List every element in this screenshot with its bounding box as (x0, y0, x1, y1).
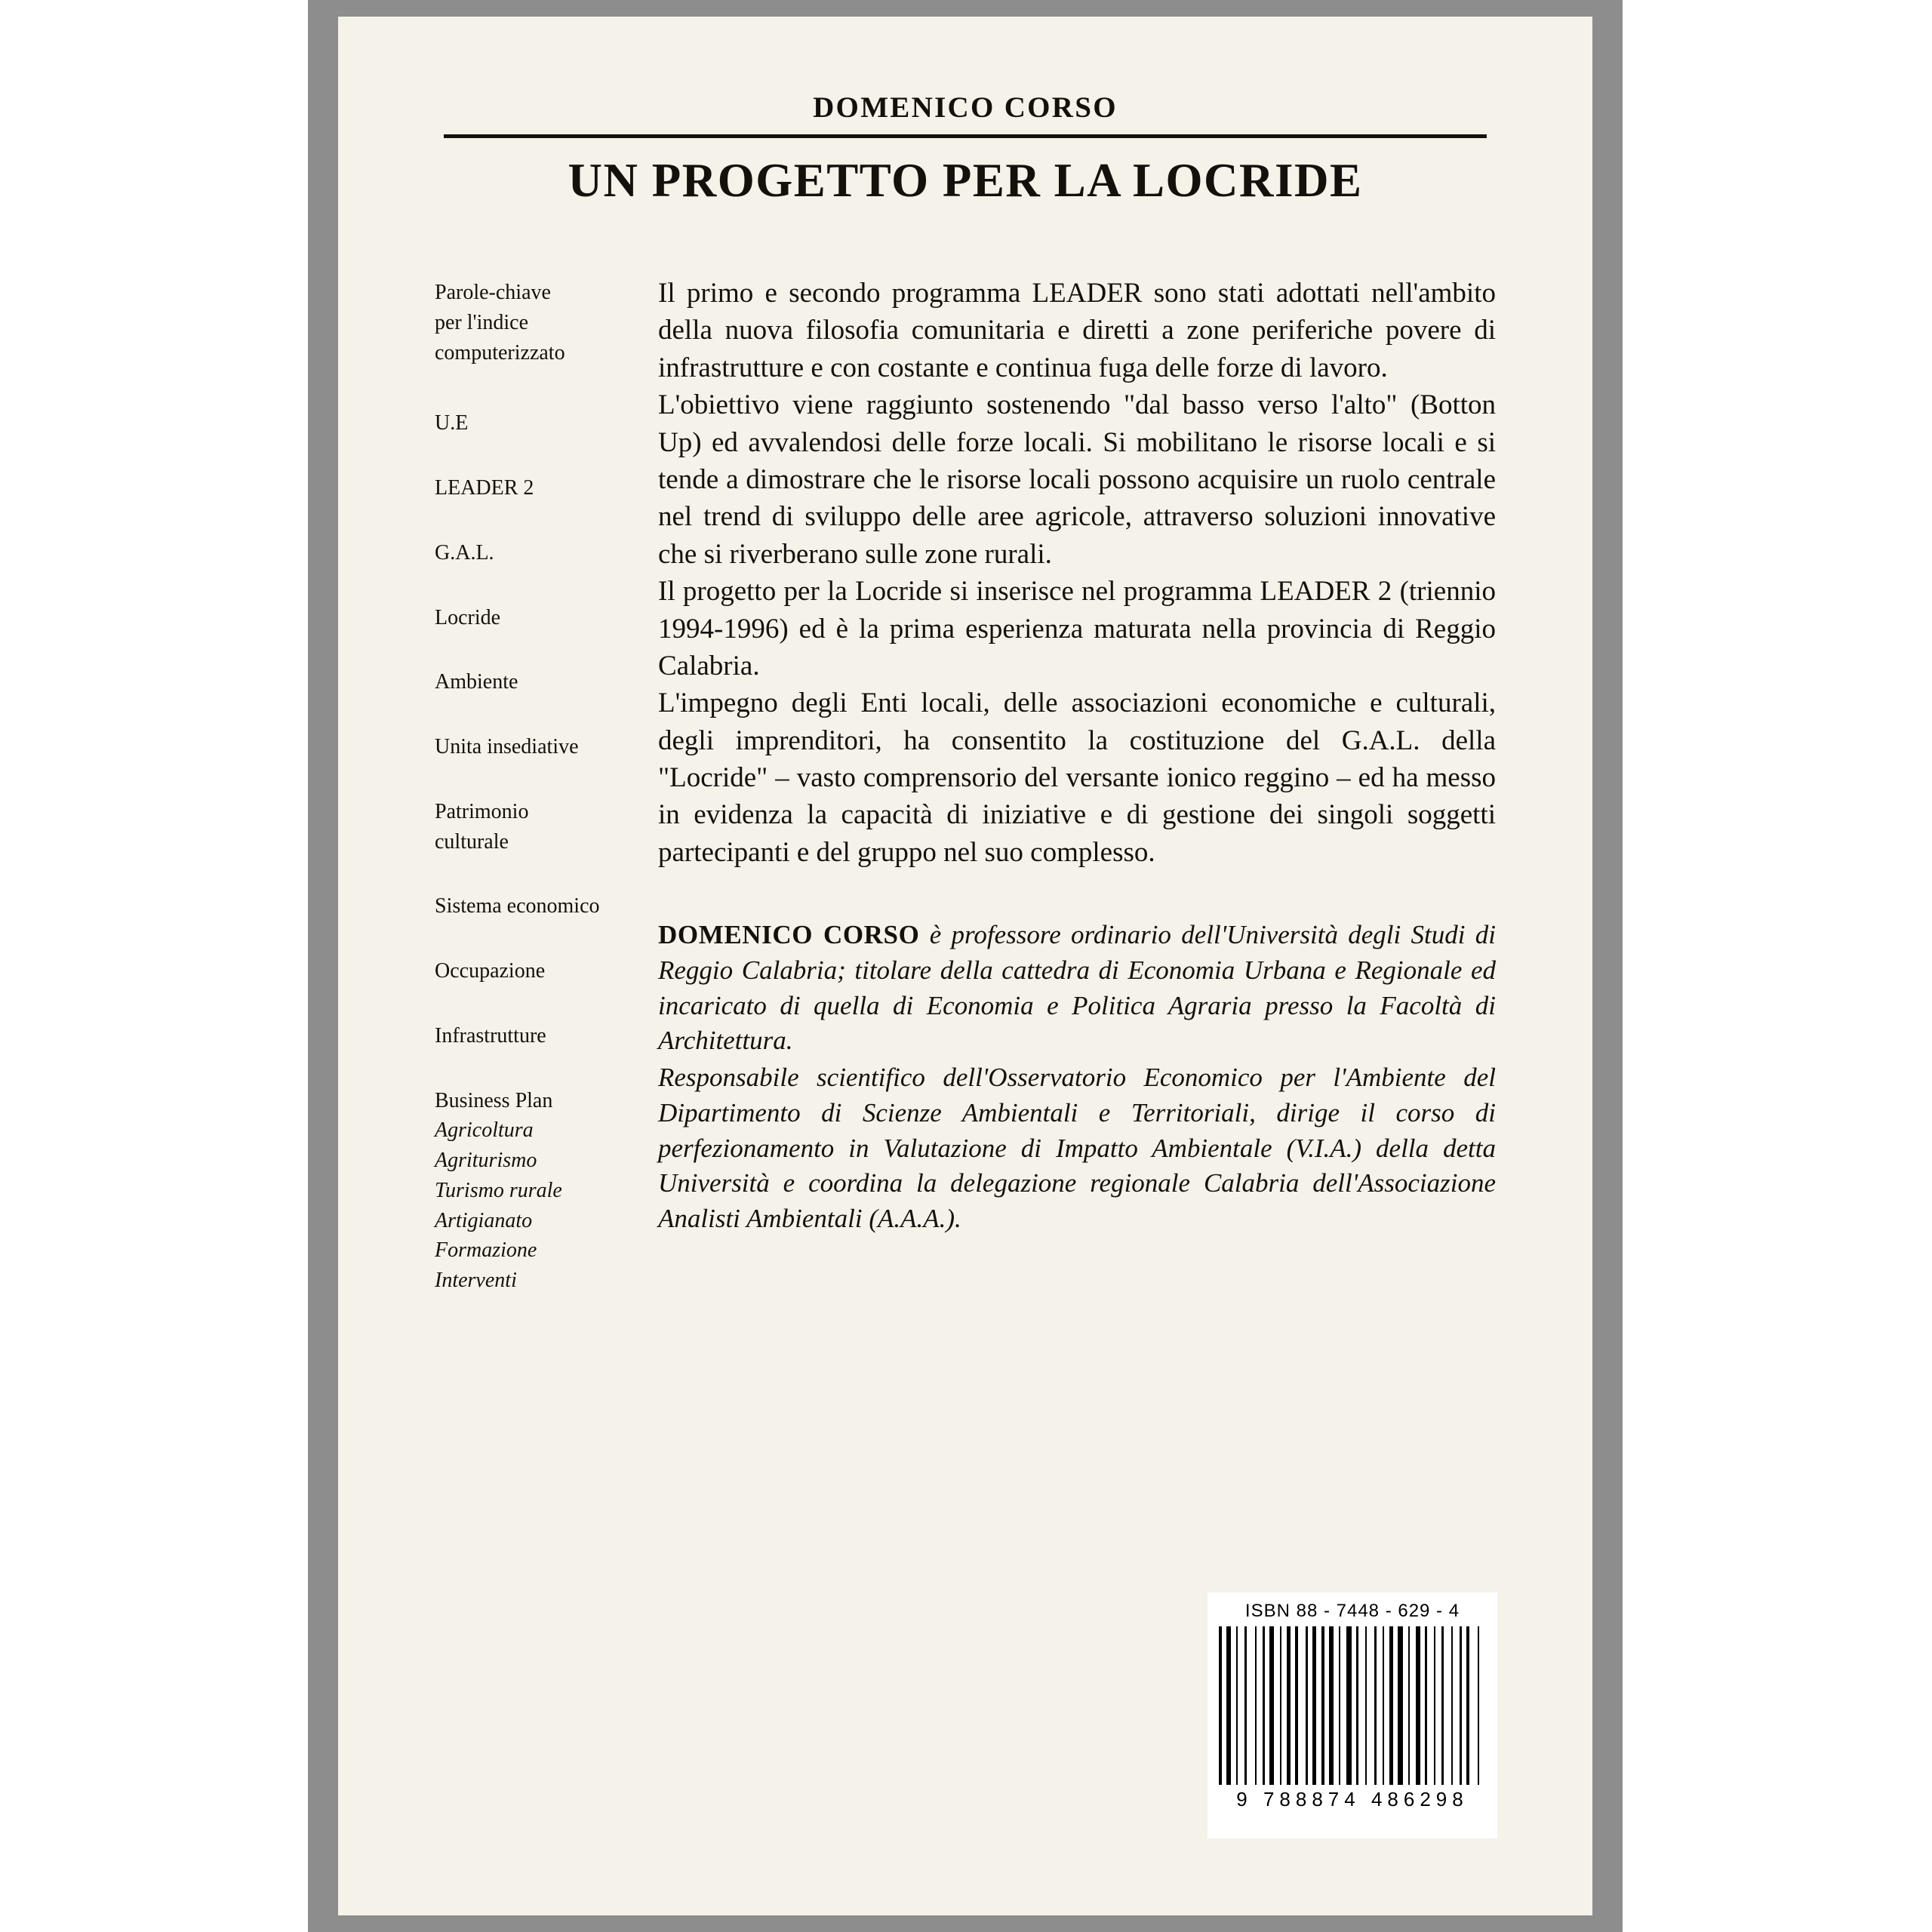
barcode-bars (1219, 1626, 1486, 1785)
barcode-bar (1280, 1626, 1281, 1785)
barcode-bar (1269, 1626, 1274, 1785)
barcode-bar (1374, 1626, 1377, 1785)
barcode-bar (1408, 1626, 1410, 1785)
keyword-line: Unita insediative (435, 735, 579, 758)
author-bio-text: è professore ordinario dell'Università degli Studi di Reggio Calabria; titolare della cattedra di Economia Urbana e Regionale ed incaricato di quella di Economia e Politica Agraria presso la Facoltà di Architettura. (658, 920, 1496, 1056)
blurb-paragraph: L'impegno degli Enti locali, delle associazioni economiche e culturali, degli imprenditori, ha consentito la costituzione del G.A.L. della "Locride" – vasto comprensorio del versante ionico reggino – ed ha messo in evidenza la capacità di iniziative e di gestione dei singoli soggetti partecipanti e del gruppo nel suo complesso. (658, 688, 1496, 868)
keyword-item (435, 278, 654, 368)
keyword-item (435, 891, 654, 921)
keyword-line: Occupazione (435, 959, 546, 983)
keyword-line: Ambiente (435, 670, 518, 694)
keyword-item (435, 732, 654, 762)
barcode-bar (1329, 1626, 1334, 1785)
barcode-bar (1460, 1626, 1462, 1785)
barcode-bar (1356, 1626, 1358, 1785)
keyword-item (435, 1266, 654, 1296)
book-title: UN PROGETTO PER LA LOCRIDE (568, 154, 1363, 207)
keyword-line: Agriturismo (435, 1149, 537, 1172)
keyword-item (435, 1115, 654, 1146)
keyword-line: Artigianato (435, 1208, 533, 1232)
keyword-item (435, 956, 654, 986)
barcode-bar (1219, 1626, 1222, 1785)
isbn-label: ISBN 88 - 7448 - 629 - 4 (1244, 1601, 1460, 1621)
keyword-line: Patrimonio (435, 799, 529, 823)
barcode-bar (1263, 1626, 1265, 1785)
keyword-item (435, 1206, 654, 1236)
keyword-item (435, 1021, 654, 1051)
keyword-line: LEADER 2 (435, 476, 534, 500)
keyword-item (435, 1086, 654, 1116)
keyword-item (435, 1176, 654, 1206)
keyword-line: Formazione (435, 1238, 537, 1263)
keyword-item (435, 797, 654, 857)
barcode-bar (1321, 1626, 1324, 1785)
blurb-paragraph: Il progetto per la Locride si inserisce nel programma LEADER 2 (triennio 1994-1996) ed è la prima esperienza maturata nella provincia di Reggio Calabria. (658, 576, 1496, 681)
barcode-bar (1312, 1626, 1316, 1785)
blurb-column (658, 275, 1496, 1237)
barcode-bar (1434, 1626, 1435, 1785)
barcode-bar (1416, 1626, 1420, 1785)
barcode-bar (1346, 1626, 1352, 1785)
keyword-line: Sistema economico (435, 894, 600, 918)
barcode-bar (1339, 1626, 1340, 1785)
keyword-line: Business Plan (435, 1088, 553, 1112)
barcode-bar (1255, 1626, 1257, 1785)
author-bio-name: DOMENICO CORSO (658, 920, 920, 950)
keyword-item (435, 1235, 654, 1266)
keyword-line: per l'indice (435, 310, 528, 334)
keyword-line: Locride (435, 605, 501, 629)
keyword-line: Parole-chiave (435, 281, 551, 304)
blurb-paragraph: Il primo e secondo programma LEADER sono stati adottati nell'ambito della nuova filosofia comunitaria e diretti a zone periferiche povere di infrastrutture e con costante e continua fuga delle forze di lavoro. (658, 278, 1496, 383)
keyword-index-column (435, 278, 654, 1296)
keyword-item (435, 408, 654, 438)
barcode-bar (1226, 1626, 1231, 1785)
keyword-line: Infrastrutture (435, 1023, 546, 1048)
barcode-bar (1295, 1626, 1298, 1785)
keyword-line: G.A.L. (435, 540, 494, 565)
barcode-bar (1389, 1626, 1393, 1785)
blurb-paragraph: L'obiettivo viene raggiunto sostenendo "dal basso verso l'alto" (Botton Up) ed avvalendosi delle forze locali. Si mobilitano le risorse locali e si tende a dimostrare che le risorse locali possono acquisire un ruolo centrale nel trend di sviluppo delle aree agricole, attraverso soluzioni innovative che si riverberano sulle zone rurali. (658, 389, 1496, 570)
keyword-line: Agricoltura (435, 1118, 534, 1143)
keyword-item (435, 1146, 654, 1176)
barcode-bar (1236, 1626, 1238, 1785)
keyword-item (435, 667, 654, 697)
keyword-line: Turismo rurale (435, 1178, 562, 1202)
barcode-bar (1451, 1626, 1453, 1785)
keyword-item (435, 603, 654, 633)
keyword-line: computerizzato (435, 340, 565, 365)
barcode-bar (1244, 1626, 1247, 1785)
barcode-bar (1398, 1626, 1403, 1785)
author-bio (658, 918, 1496, 1236)
barcode-bar (1365, 1626, 1367, 1785)
keyword-line: U.E (435, 411, 469, 435)
barcode-bar (1441, 1626, 1444, 1785)
keyword-item (435, 538, 654, 568)
keyword-item (435, 473, 654, 503)
keyword-line: culturale (435, 829, 509, 854)
keyword-line: Interventi (435, 1269, 517, 1292)
barcode-bar (1287, 1626, 1291, 1785)
author-name-top: DOMENICO CORSO (813, 91, 1118, 124)
cover-header (444, 91, 1487, 208)
barcode-bar (1478, 1626, 1479, 1785)
barcode-bar (1306, 1626, 1308, 1785)
isbn-barcode (1208, 1592, 1497, 1838)
barcode-bar (1383, 1626, 1384, 1785)
barcode-bar (1466, 1626, 1469, 1785)
author-bio-text-2: Responsabile scientifico dell'Osservatorio Economico per l'Ambiente del Dipartimento di Scienze Ambientali e Territoriali, dirige il corso di perfezionamento in Valutazione di Impatto Ambientale (V.I.A.) della detta Università e coordina la delegazione regionale Calabria dell'Associazione Analisti Ambientali (A.A.A.). (658, 1063, 1496, 1233)
barcode-bar (1425, 1626, 1427, 1785)
barcode-digits: 9 788874 486298 (1236, 1788, 1469, 1810)
